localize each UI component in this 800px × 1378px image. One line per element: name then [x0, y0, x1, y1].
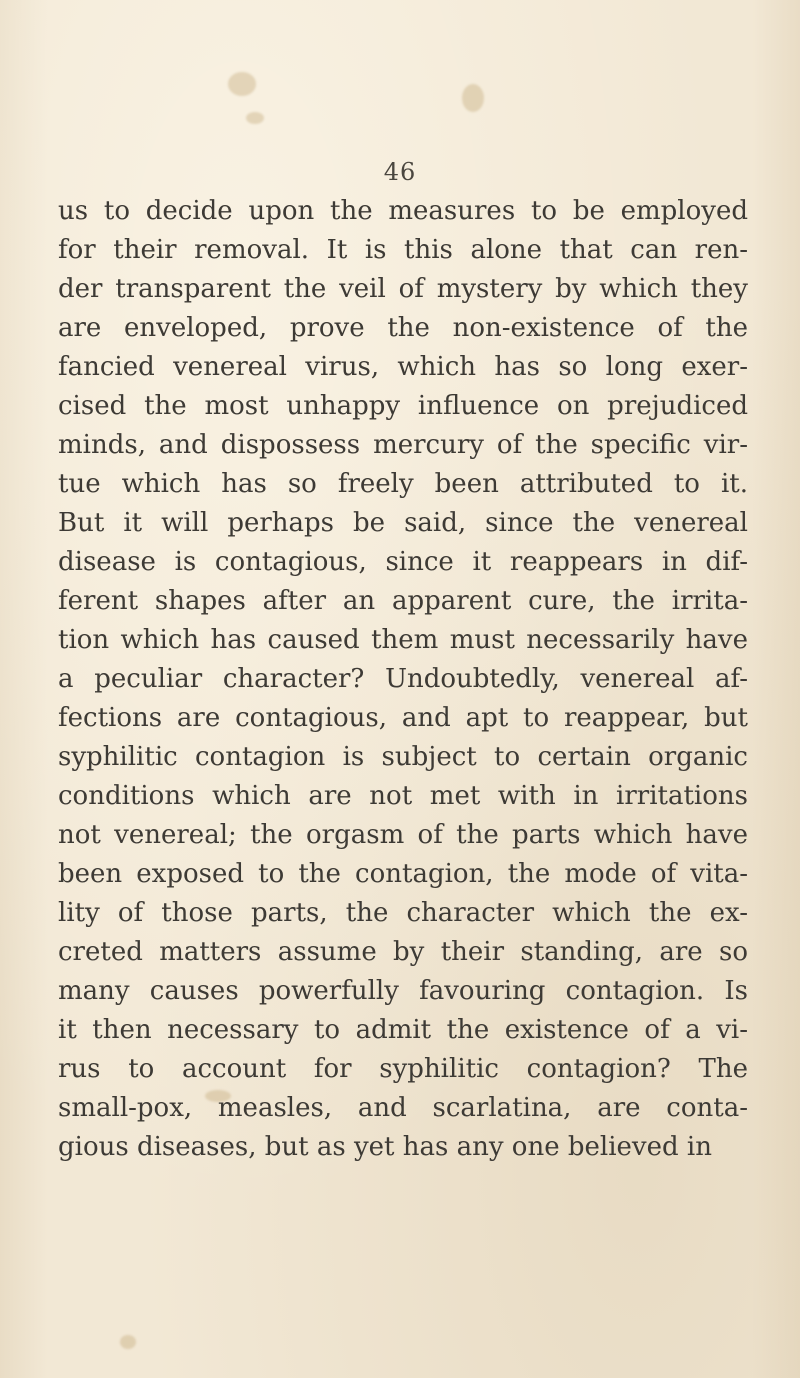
text-line: many causes powerfully favouring contagion. Is — [58, 976, 748, 1006]
text-line: conditions which are not met with in irritations — [58, 781, 748, 811]
text-line: creted matters assume by their standing, are so — [58, 937, 748, 967]
text-line: tion which has caused them must necessarily have — [58, 625, 748, 655]
text-line: ferent shapes after an apparent cure, the irrita- — [58, 586, 748, 616]
text-line: tue which has so freely been attributed to it. — [58, 469, 748, 499]
text-line: it then necessary to admit the existence of a vi- — [58, 1015, 748, 1045]
text-line: been exposed to the contagion, the mode of vita- — [58, 859, 748, 889]
body-text — [58, 192, 748, 1167]
text-line: disease is contagious, since it reappears in dif- — [58, 547, 748, 577]
foxing-stain — [246, 112, 264, 124]
text-line: fections are contagious, and apt to reappear, but — [58, 703, 748, 733]
foxing-stain — [120, 1335, 136, 1349]
text-line: small-pox, measles, and scarlatina, are conta- — [58, 1093, 748, 1123]
text-line: are enveloped, prove the non-existence of the — [58, 313, 748, 343]
text-line: for their removal. It is this alone that can ren- — [58, 235, 748, 265]
text-line: der transparent the veil of mystery by which they — [58, 274, 748, 304]
text-line: cised the most unhappy influence on prejudiced — [58, 391, 748, 421]
text-line: a peculiar character? Undoubtedly, venereal af- — [58, 664, 748, 694]
text-line: us to decide upon the measures to be employed — [58, 196, 748, 226]
text-line: But it will perhaps be said, since the venereal — [58, 508, 748, 538]
text-line: not venereal; the orgasm of the parts which have — [58, 820, 748, 850]
text-line: syphilitic contagion is subject to certain organic — [58, 742, 748, 772]
text-line: lity of those parts, the character which the ex- — [58, 898, 748, 928]
text-line: minds, and dispossess mercury of the specific vir- — [58, 430, 748, 460]
foxing-stain — [228, 72, 256, 96]
page-number: 46 — [383, 158, 417, 186]
foxing-stain — [462, 84, 484, 112]
text-line: gious diseases, but as yet has any one believed in — [58, 1132, 712, 1162]
text-line: fancied venereal virus, which has so long exer- — [58, 352, 748, 382]
text-line: rus to account for syphilitic contagion? The — [58, 1054, 748, 1084]
